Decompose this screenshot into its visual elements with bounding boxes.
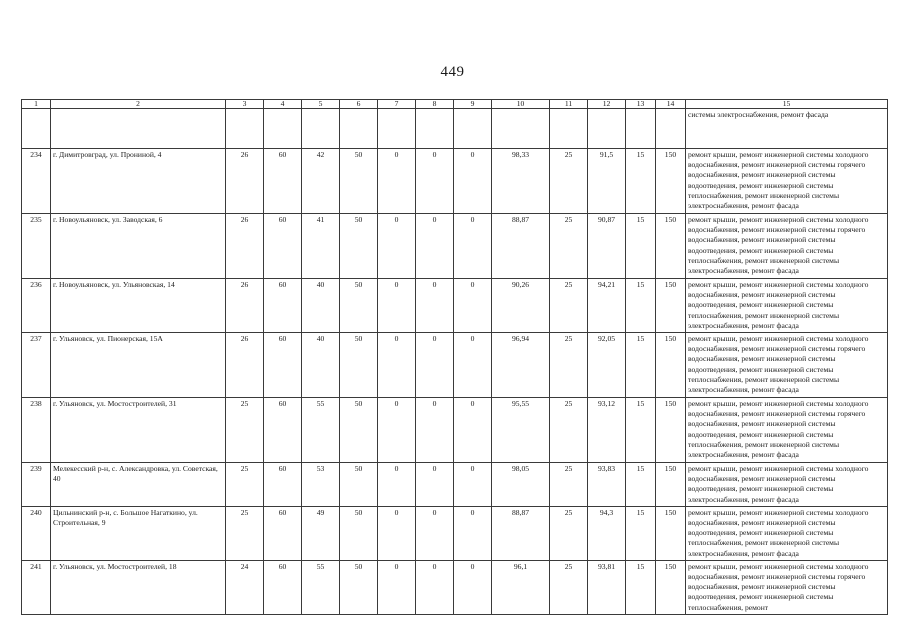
value-cell: 40 — [302, 333, 340, 398]
value-cell: 150 — [656, 398, 686, 463]
value-cell: 93,81 — [588, 560, 626, 614]
value-cell: 0 — [378, 333, 416, 398]
row-number: 238 — [22, 398, 51, 463]
value-cell: 60 — [264, 333, 302, 398]
value-cell: 150 — [656, 149, 686, 214]
table-row — [22, 398, 888, 463]
value-cell: 50 — [340, 506, 378, 560]
header-cell: 10 — [492, 100, 550, 109]
value-cell: 25 — [550, 463, 588, 507]
value-cell: 25 — [550, 333, 588, 398]
value-cell: 0 — [454, 333, 492, 398]
value-cell: 60 — [264, 149, 302, 214]
row-number: 241 — [22, 560, 51, 614]
header-cell: 7 — [378, 100, 416, 109]
value-cell: 150 — [656, 214, 686, 279]
works-cell: ремонт крыши, ремонт инженерной системы холодного водоснабжения, ремонт инженерной системы горячего водоснабжения, ремонт инженерной системы водоотведения, ремонт инженерной системы теплоснабжения, ремонт инженерной системы электроснабжения, ремонт фасада — [686, 214, 888, 279]
header-cell: 2 — [51, 100, 226, 109]
value-cell: 15 — [626, 279, 656, 333]
value-cell: 98,33 — [492, 149, 550, 214]
row-number: 237 — [22, 333, 51, 398]
value-cell: 55 — [302, 398, 340, 463]
value-cell: 42 — [302, 149, 340, 214]
row-number: 236 — [22, 279, 51, 333]
continuation-row — [22, 109, 888, 149]
value-cell: 60 — [264, 398, 302, 463]
value-cell: 25 — [226, 463, 264, 507]
works-cell: системы электроснабжения, ремонт фасада — [686, 109, 888, 149]
header-cell: 11 — [550, 100, 588, 109]
value-cell: 60 — [264, 463, 302, 507]
value-cell: 0 — [378, 506, 416, 560]
works-cell: ремонт крыши, ремонт инженерной системы холодного водоснабжения, ремонт инженерной системы водоотведения, ремонт инженерной системы теплоснабжения, ремонт инженерной системы электроснабжения, ремонт фасада — [686, 279, 888, 333]
address-cell: Мелекесский р-н, с. Александровка, ул. Советская, 40 — [51, 463, 226, 507]
value-cell: 0 — [416, 149, 454, 214]
value-cell: 0 — [454, 279, 492, 333]
header-cell: 13 — [626, 100, 656, 109]
value-cell: 92,05 — [588, 333, 626, 398]
value-cell: 96,94 — [492, 333, 550, 398]
table-row — [22, 560, 888, 614]
value-cell: 150 — [656, 463, 686, 507]
value-cell: 94,3 — [588, 506, 626, 560]
value-cell: 94,21 — [588, 279, 626, 333]
value-cell: 25 — [226, 398, 264, 463]
value-cell: 0 — [454, 463, 492, 507]
value-cell: 60 — [264, 506, 302, 560]
value-cell: 0 — [454, 149, 492, 214]
column-number-row — [22, 100, 888, 109]
value-cell: 50 — [340, 398, 378, 463]
header-cell: 8 — [416, 100, 454, 109]
page-number: 449 — [440, 64, 465, 80]
row-number: 234 — [22, 149, 51, 214]
value-cell: 24 — [226, 560, 264, 614]
value-cell: 15 — [626, 398, 656, 463]
value-cell: 0 — [416, 214, 454, 279]
value-cell: 0 — [454, 560, 492, 614]
value-cell: 93,12 — [588, 398, 626, 463]
value-cell: 15 — [626, 463, 656, 507]
value-cell: 90,26 — [492, 279, 550, 333]
value-cell: 15 — [626, 149, 656, 214]
works-cell: ремонт крыши, ремонт инженерной системы холодного водоснабжения, ремонт инженерной системы водоотведения, ремонт инженерной системы теплоснабжения, ремонт инженерной системы электроснабжения, ремонт фасада — [686, 506, 888, 560]
value-cell: 0 — [378, 560, 416, 614]
value-cell: 88,87 — [492, 214, 550, 279]
row-number: 239 — [22, 463, 51, 507]
value-cell: 50 — [340, 333, 378, 398]
value-cell: 0 — [416, 463, 454, 507]
works-cell: ремонт крыши, ремонт инженерной системы холодного водоснабжения, ремонт инженерной системы горячего водоснабжения, ремонт инженерной системы водоотведения, ремонт инженерной системы теплоснабжения, ремонт инженерной системы электроснабжения, ремонт фасада — [686, 149, 888, 214]
address-cell: г. Ульяновск, ул. Пионерская, 15А — [51, 333, 226, 398]
address-cell: г. Димитровград, ул. Прониной, 4 — [51, 149, 226, 214]
value-cell: 0 — [416, 279, 454, 333]
table-row — [22, 279, 888, 333]
value-cell: 0 — [454, 214, 492, 279]
value-cell: 0 — [416, 560, 454, 614]
address-cell: г. Новоульяновск, ул. Ульяновская, 14 — [51, 279, 226, 333]
header-cell: 5 — [302, 100, 340, 109]
value-cell: 96,1 — [492, 560, 550, 614]
address-cell: г. Новоульяновск, ул. Заводская, 6 — [51, 214, 226, 279]
value-cell: 90,87 — [588, 214, 626, 279]
value-cell: 50 — [340, 279, 378, 333]
value-cell: 60 — [264, 560, 302, 614]
value-cell: 150 — [656, 506, 686, 560]
works-cell: ремонт крыши, ремонт инженерной системы холодного водоснабжения, ремонт инженерной системы горячего водоснабжения, ремонт инженерной системы водоотведения, ремонт инженерной системы теплоснабжения, ремонт инженерной системы электроснабжения, ремонт фасада — [686, 398, 888, 463]
value-cell: 0 — [454, 506, 492, 560]
value-cell: 49 — [302, 506, 340, 560]
value-cell: 50 — [340, 149, 378, 214]
header-cell: 6 — [340, 100, 378, 109]
value-cell: 40 — [302, 279, 340, 333]
value-cell: 15 — [626, 333, 656, 398]
value-cell: 25 — [550, 560, 588, 614]
capital-repair-table — [21, 99, 888, 615]
header-cell: 12 — [588, 100, 626, 109]
value-cell: 88,87 — [492, 506, 550, 560]
value-cell: 0 — [378, 279, 416, 333]
value-cell: 25 — [550, 149, 588, 214]
header-cell: 3 — [226, 100, 264, 109]
value-cell: 26 — [226, 149, 264, 214]
value-cell: 0 — [378, 214, 416, 279]
value-cell: 98,05 — [492, 463, 550, 507]
value-cell: 50 — [340, 214, 378, 279]
value-cell: 15 — [626, 560, 656, 614]
header-cell: 1 — [22, 100, 51, 109]
value-cell: 25 — [226, 506, 264, 560]
value-cell: 55 — [302, 560, 340, 614]
value-cell: 25 — [550, 214, 588, 279]
value-cell: 0 — [416, 333, 454, 398]
address-cell: г. Ульяновск, ул. Мостостроителей, 31 — [51, 398, 226, 463]
value-cell: 50 — [340, 560, 378, 614]
value-cell: 95,55 — [492, 398, 550, 463]
value-cell: 150 — [656, 560, 686, 614]
table-row — [22, 149, 888, 214]
value-cell: 15 — [626, 214, 656, 279]
works-cell: ремонт крыши, ремонт инженерной системы холодного водоснабжения, ремонт инженерной системы горячего водоснабжения, ремонт инженерной системы водоотведения, ремонт инженерной системы теплоснабжения, ремонт — [686, 560, 888, 614]
header-cell: 14 — [656, 100, 686, 109]
value-cell: 15 — [626, 506, 656, 560]
value-cell: 0 — [454, 398, 492, 463]
works-cell: ремонт крыши, ремонт инженерной системы холодного водоснабжения, ремонт инженерной системы водоотведения, ремонт инженерной системы электроснабжения, ремонт фасада — [686, 463, 888, 507]
row-number: 235 — [22, 214, 51, 279]
value-cell: 0 — [416, 506, 454, 560]
value-cell: 93,83 — [588, 463, 626, 507]
table-row — [22, 333, 888, 398]
value-cell: 25 — [550, 398, 588, 463]
value-cell: 0 — [378, 463, 416, 507]
value-cell: 25 — [550, 506, 588, 560]
value-cell: 26 — [226, 279, 264, 333]
row-number: 240 — [22, 506, 51, 560]
value-cell: 25 — [550, 279, 588, 333]
address-cell: г. Ульяновск, ул. Мостостроителей, 18 — [51, 560, 226, 614]
address-cell: Цильнинский р-н, с. Большое Нагаткино, ул. Строительная, 9 — [51, 506, 226, 560]
value-cell: 0 — [378, 149, 416, 214]
value-cell: 91,5 — [588, 149, 626, 214]
value-cell: 26 — [226, 333, 264, 398]
value-cell: 26 — [226, 214, 264, 279]
header-cell: 9 — [454, 100, 492, 109]
value-cell: 150 — [656, 279, 686, 333]
table-row — [22, 214, 888, 279]
value-cell: 60 — [264, 279, 302, 333]
value-cell: 0 — [378, 398, 416, 463]
value-cell: 60 — [264, 214, 302, 279]
header-cell: 4 — [264, 100, 302, 109]
value-cell: 150 — [656, 333, 686, 398]
value-cell: 50 — [340, 463, 378, 507]
header-cell: 15 — [686, 100, 888, 109]
table-row — [22, 463, 888, 507]
table-row — [22, 506, 888, 560]
value-cell: 53 — [302, 463, 340, 507]
value-cell: 0 — [416, 398, 454, 463]
value-cell: 41 — [302, 214, 340, 279]
works-cell: ремонт крыши, ремонт инженерной системы холодного водоснабжения, ремонт инженерной системы горячего водоснабжения, ремонт инженерной системы водоотведения, ремонт инженерной системы теплоснабжения, ремонт инженерной системы электроснабжения, ремонт фасада — [686, 333, 888, 398]
